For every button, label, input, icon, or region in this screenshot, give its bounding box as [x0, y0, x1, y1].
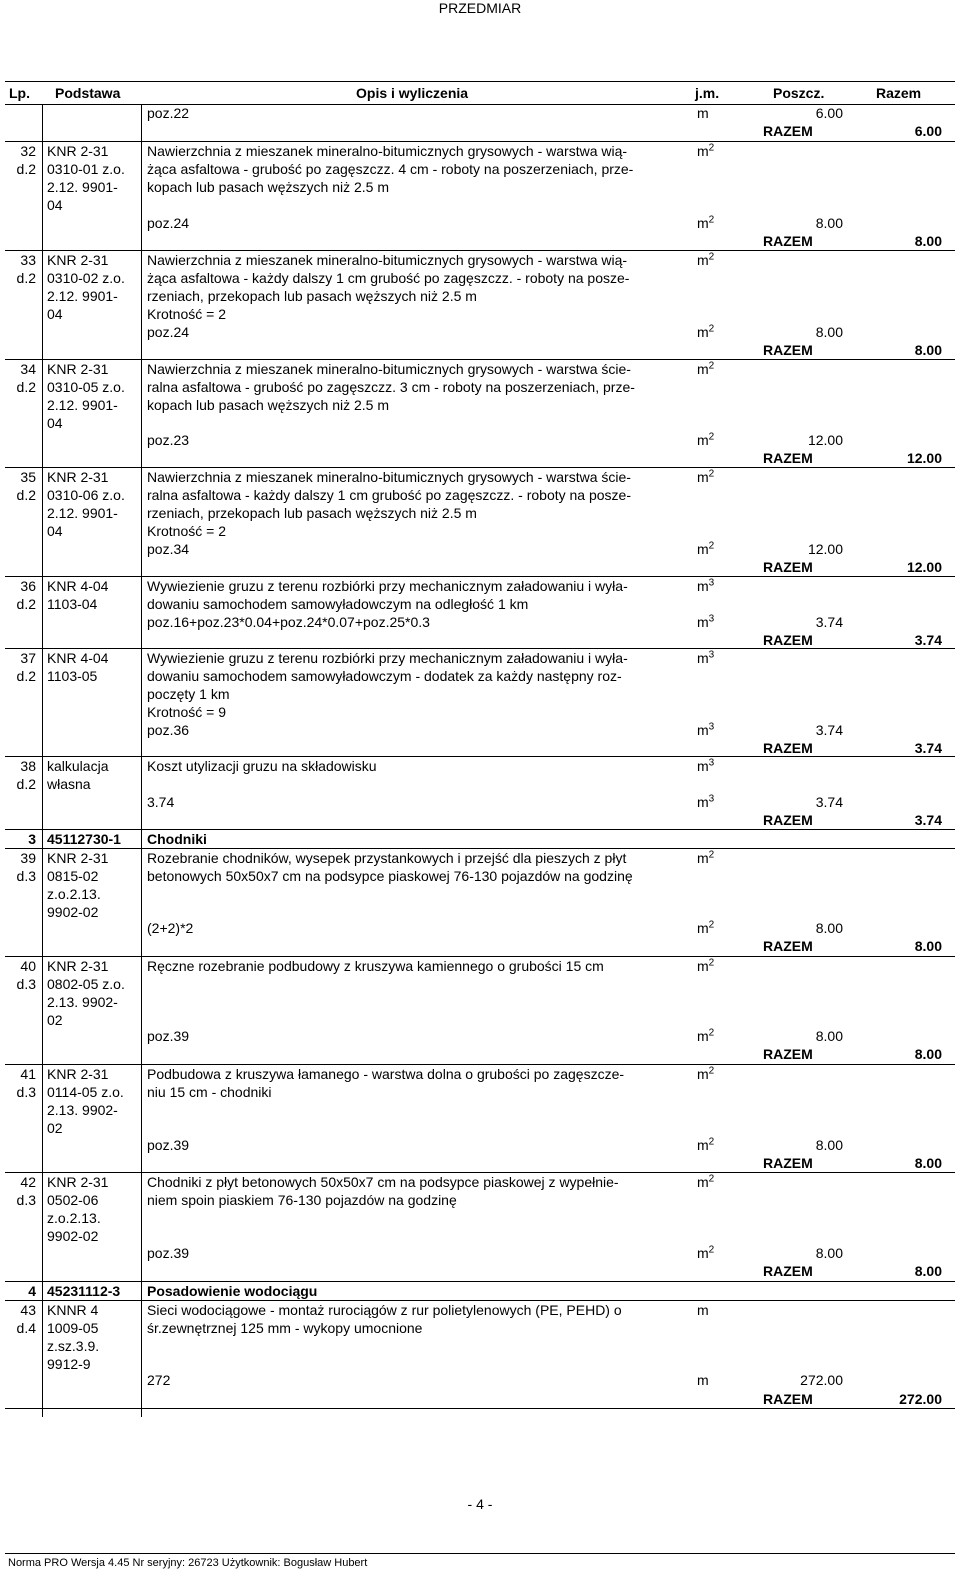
item-calc-unit: $m^2$	[697, 431, 715, 448]
item-podstawa: KNR 2-31	[47, 469, 109, 485]
header-podstawa: Podstawa	[55, 85, 121, 101]
item-description: Nawierzchnia z mieszanek mineralno-bitumicznych grysowych - warstwa wią-	[147, 252, 628, 268]
item-podstawa: z.o.2.13.	[47, 1210, 101, 1226]
item-description: niu 15 cm - chodniki	[147, 1084, 272, 1100]
item-calc-unit: $m^2$	[697, 1027, 715, 1044]
item-calc: (2+2)*2	[147, 920, 194, 936]
item-podstawa: 2.12. 9901-	[47, 505, 118, 521]
header-top-rule	[5, 81, 955, 82]
item-podstawa: 0114-05 z.o.	[47, 1084, 124, 1100]
item-description: Ręczne rozebranie podbudowy z kruszywa kamiennego o grubości 15 cm	[147, 958, 604, 974]
item-multiplier: Krotność = 9	[147, 704, 226, 720]
row-separator	[5, 250, 955, 251]
item-lp: 39	[20, 850, 36, 866]
item-podstawa: 0310-01 z.o.	[47, 161, 125, 177]
item-calc-unit: $m^2$	[697, 1244, 715, 1261]
item-podstawa: 04	[47, 197, 63, 213]
item-lp-dept: d.2	[16, 270, 36, 286]
item-podstawa: z.o.2.13.	[47, 886, 101, 902]
item-razem-label: RAZEM	[763, 812, 813, 828]
item-calc: poz.39	[147, 1245, 190, 1261]
item-lp: 38	[20, 758, 36, 774]
item-unit: $m^2$	[697, 957, 715, 974]
item-calc-value: 8.00	[815, 920, 843, 936]
item-podstawa: 04	[47, 523, 63, 539]
item-calc-value: 8.00	[815, 1028, 843, 1044]
item-podstawa: KNR 2-31	[47, 850, 109, 866]
item-description: kopach lub pasach węższych niż 2.5 m	[147, 397, 390, 413]
item-lp: 41	[20, 1066, 36, 1082]
header-razem: Razem	[876, 85, 922, 101]
item-razem-value: 8.00	[914, 342, 942, 358]
table-bottom-rule	[5, 1408, 955, 1409]
item-razem-value: 12.00	[906, 559, 942, 575]
item-description: Nawierzchnia z mieszanek mineralno-bitumicznych grysowych - warstwa wią-	[147, 143, 628, 159]
item-lp: 40	[20, 958, 36, 974]
item-podstawa: 2.12. 9901-	[47, 288, 118, 304]
item-lp-dept: d.3	[16, 1084, 36, 1100]
section-code: 45112730-1	[47, 831, 121, 847]
item-lp-dept: d.3	[16, 868, 36, 884]
row-separator	[5, 848, 955, 849]
header-poszcz: Poszcz.	[773, 85, 825, 101]
item-razem-label: RAZEM	[763, 1155, 813, 1171]
section-code: 45231112-3	[47, 1283, 121, 1299]
item-lp: 33	[20, 252, 36, 268]
item-unit: $m^2$	[697, 1065, 715, 1082]
item-razem-label: RAZEM	[763, 1046, 813, 1062]
item-razem-value: 8.00	[914, 1155, 942, 1171]
section-title: Chodniki	[147, 831, 207, 847]
item-calc: poz.23	[147, 432, 190, 448]
item-description: Nawierzchnia z mieszanek mineralno-bitumicznych grysowych - warstwa ście-	[147, 469, 631, 485]
item-unit: $m^2$	[697, 468, 715, 485]
item-description: poczęty 1 km	[147, 686, 230, 702]
item-description: rzeniach, przekopach lub pasach węższych niż 2.5 m	[147, 505, 477, 521]
header-lp: Lp.	[9, 85, 30, 101]
item-calc-value: 8.00	[815, 1245, 843, 1261]
item-podstawa: KNR 2-31	[47, 143, 109, 159]
item-calc: poz.24	[147, 215, 190, 231]
item-multiplier: Krotność = 2	[147, 306, 226, 322]
item-podstawa: z.sz.3.9.	[47, 1338, 100, 1354]
page-title: PRZEDMIAR	[438, 0, 522, 16]
item-calc: poz.16+poz.23*0.04+poz.24*0.07+poz.25*0.3	[147, 614, 430, 630]
item-description: śr.zewnętrznej 125 mm - wykopy umocnione	[147, 1320, 423, 1336]
item-lp: 35	[20, 469, 36, 485]
item-lp: 43	[20, 1302, 36, 1318]
item-razem-value: 8.00	[914, 1263, 942, 1279]
item-podstawa: 2.13. 9902-	[47, 1102, 118, 1118]
item-razem-value: 12.00	[906, 450, 942, 466]
item-lp: 34	[20, 361, 36, 377]
item-lp: 42	[20, 1174, 36, 1190]
item-podstawa: 0310-02 z.o.	[47, 270, 125, 286]
row-separator	[5, 467, 955, 468]
item-description: rzeniach, przekopach lub pasach węższych niż 2.5 m	[147, 288, 477, 304]
page-number: - 4 -	[467, 1496, 493, 1512]
item-podstawa: KNR 2-31	[47, 1174, 109, 1190]
item-unit: $m^3$	[697, 757, 715, 774]
item-razem-label: RAZEM	[763, 1391, 813, 1407]
item-podstawa: 2.12. 9901-	[47, 397, 118, 413]
item-lp-dept: d.3	[16, 1192, 36, 1208]
item-description: Podbudowa z kruszywa łamanego - warstwa dolna o grubości po zagęszcze-	[147, 1066, 625, 1082]
item-razem-label: RAZEM	[763, 342, 813, 358]
item-podstawa: 9902-02	[47, 1228, 99, 1244]
item-unit: $m^2$	[697, 251, 715, 268]
section-lp: 3	[28, 831, 36, 847]
item-unit: $m^2$	[697, 142, 715, 159]
item-podstawa: 9912-9	[47, 1356, 91, 1372]
item-calc: poz.34	[147, 541, 190, 557]
item-unit: m	[697, 1302, 709, 1318]
item-razem-value: 8.00	[914, 1046, 942, 1062]
item-unit: $m^3$	[697, 577, 715, 594]
row-separator	[5, 141, 955, 142]
item-description: Wywiezienie gruzu z terenu rozbiórki przy mechanicznym załadowaniu i wyła-	[147, 578, 628, 594]
item-calc-value: 272.00	[800, 1372, 843, 1388]
item-calc-value: 8.00	[815, 324, 843, 340]
column-rule-lp	[42, 104, 43, 1417]
item-razem-value: 272.00	[899, 1391, 942, 1407]
item-calc-value: 8.00	[815, 1137, 843, 1153]
item-razem-value: 8.00	[914, 233, 942, 249]
item-lp-dept: d.2	[16, 487, 36, 503]
section-title: Posadowienie wodociągu	[147, 1283, 318, 1299]
item-podstawa: 1103-05	[47, 668, 98, 684]
section-lp: 4	[28, 1283, 36, 1299]
item-multiplier: Krotność = 2	[147, 523, 226, 539]
footer-text: Norma PRO Wersja 4.45 Nr seryjny: 26723 Użytkownik: Bogusław Hubert	[8, 1557, 368, 1569]
item-description: Sieci wodociągowe - montaż rurociągów z rur polietylenowych (PE, PEHD) o	[147, 1302, 622, 1318]
item-podstawa: 0815-02	[47, 868, 99, 884]
item-description: Wywiezienie gruzu z terenu rozbiórki przy mechanicznym załadowaniu i wyła-	[147, 650, 628, 666]
item-podstawa: 2.13. 9902-	[47, 994, 118, 1010]
item-lp-dept: d.2	[16, 668, 36, 684]
item-description: ralna asfaltowa - każdy dalszy 1 cm grubość po zagęszczz. - roboty na posze-	[147, 487, 631, 503]
row-separator	[5, 1300, 955, 1301]
item-calc: poz.39	[147, 1028, 190, 1044]
item-description: Nawierzchnia z mieszanek mineralno-bitumicznych grysowych - warstwa ście-	[147, 361, 631, 377]
item-podstawa: kalkulacja	[47, 758, 109, 774]
item-podstawa: KNR 2-31	[47, 361, 109, 377]
item-description: Chodniki z płyt betonowych 50x50x7 cm na podsypce piaskowej z wypełnie-	[147, 1174, 619, 1190]
item-description: niem spoin piaskiem 76-130 pojazdów na godzinę	[147, 1192, 457, 1208]
item-calc-unit: $m^2$	[697, 919, 715, 936]
item-calc-value: 3.74	[815, 722, 843, 738]
item-razem-value: 3.74	[914, 740, 942, 756]
item-podstawa: 0502-06	[47, 1192, 99, 1208]
item-podstawa: KNR 2-31	[47, 252, 109, 268]
item-lp-dept: d.3	[16, 976, 36, 992]
item-razem-label: RAZEM	[763, 632, 813, 648]
item-podstawa: własna	[47, 776, 91, 792]
item-calc-value: 12.00	[807, 432, 843, 448]
item-calc-unit: $m^3$	[697, 721, 715, 738]
item-podstawa: KNR 4-04	[47, 578, 109, 594]
item-calc-unit: $m^3$	[697, 613, 715, 630]
carry-unit: m	[697, 105, 709, 121]
item-razem-label: RAZEM	[763, 740, 813, 756]
item-calc-unit: $m^2$	[697, 323, 715, 340]
item-calc-unit: $m^3$	[697, 793, 715, 810]
item-calc: 272	[147, 1372, 171, 1388]
item-lp: 32	[20, 143, 36, 159]
item-calc-unit: m	[697, 1372, 709, 1388]
item-podstawa: 0310-05 z.o.	[47, 379, 125, 395]
carry-value: 6.00	[815, 105, 843, 121]
item-podstawa: 04	[47, 306, 63, 322]
row-separator	[5, 576, 955, 577]
item-lp-dept: d.2	[16, 379, 36, 395]
item-lp: 37	[20, 650, 36, 666]
carry-razem-label: RAZEM	[763, 123, 813, 139]
item-podstawa: 04	[47, 415, 63, 431]
section-separator	[5, 1281, 955, 1282]
item-podstawa: KNNR 4	[47, 1302, 99, 1318]
item-podstawa: 9902-02	[47, 904, 99, 920]
item-calc-value: 8.00	[815, 215, 843, 231]
item-unit: $m^2$	[697, 849, 715, 866]
item-razem-label: RAZEM	[763, 1263, 813, 1279]
item-razem-label: RAZEM	[763, 559, 813, 575]
header-opis: Opis i wyliczenia	[356, 85, 469, 101]
item-podstawa: 0310-06 z.o.	[47, 487, 125, 503]
item-razem-value: 3.74	[914, 632, 942, 648]
item-calc-value: 3.74	[815, 614, 843, 630]
item-calc: poz.24	[147, 324, 190, 340]
item-unit: $m^2$	[697, 360, 715, 377]
row-separator	[5, 1064, 955, 1065]
item-podstawa: KNR 4-04	[47, 650, 109, 666]
item-razem-label: RAZEM	[763, 938, 813, 954]
item-lp-dept: d.4	[16, 1320, 36, 1336]
row-separator	[5, 1172, 955, 1173]
item-description: żąca asfaltowa - każdy dalszy 1 cm grubość po zagęszczz. - roboty na posze-	[147, 270, 630, 286]
item-description: dowaniu samochodem samowyładowczym - dodatek za każdy następny roz-	[147, 668, 622, 684]
item-description: Koszt utylizacji gruzu na składowisku	[147, 758, 377, 774]
row-separator	[5, 756, 955, 757]
item-razem-value: 8.00	[914, 938, 942, 954]
item-description: żąca asfaltowa - grubość po zagęszczz. 4 cm - roboty na poszerzeniach, prze-	[147, 161, 634, 177]
item-podstawa: 1009-05	[47, 1320, 99, 1336]
item-description: betonowych 50x50x7 cm na podsypce piaskowej 76-130 pojazdów na godzinę	[147, 868, 633, 884]
item-calc-unit: $m^2$	[697, 540, 715, 557]
item-calc-unit: $m^2$	[697, 214, 715, 231]
item-lp: 36	[20, 578, 36, 594]
section-separator	[5, 829, 955, 830]
item-calc-value: 3.74	[815, 794, 843, 810]
item-lp-dept: d.2	[16, 161, 36, 177]
item-razem-label: RAZEM	[763, 233, 813, 249]
item-calc: 3.74	[147, 794, 175, 810]
item-description: kopach lub pasach węższych niż 2.5 m	[147, 179, 390, 195]
item-podstawa: KNR 2-31	[47, 1066, 109, 1082]
item-calc-value: 12.00	[807, 541, 843, 557]
item-description: ralna asfaltowa - grubość po zagęszczz. 3 cm - roboty na poszerzeniach, prze-	[147, 379, 635, 395]
row-separator	[5, 956, 955, 957]
item-podstawa: 1103-04	[47, 596, 98, 612]
item-podstawa: 0802-05 z.o.	[47, 976, 125, 992]
header-jm: j.m.	[695, 85, 720, 101]
column-rule-podstawa	[141, 104, 142, 1417]
item-description: dowaniu samochodem samowyładowczym na odległość 1 km	[147, 596, 529, 612]
carry-razem-value: 6.00	[914, 123, 942, 139]
item-calc: poz.39	[147, 1137, 190, 1153]
item-calc: poz.36	[147, 722, 190, 738]
item-lp-dept: d.2	[16, 776, 36, 792]
item-podstawa: 02	[47, 1120, 63, 1136]
carry-calc: poz.22	[147, 105, 190, 121]
item-podstawa: KNR 2-31	[47, 958, 109, 974]
item-unit: $m^2$	[697, 1173, 715, 1190]
item-razem-label: RAZEM	[763, 450, 813, 466]
row-separator	[5, 648, 955, 649]
item-description: Rozebranie chodników, wysepek przystankowych i przejść dla pieszych z płyt	[147, 850, 627, 866]
item-calc-unit: $m^2$	[697, 1136, 715, 1153]
item-lp-dept: d.2	[16, 596, 36, 612]
item-razem-value: 3.74	[914, 812, 942, 828]
item-podstawa: 2.12. 9901-	[47, 179, 118, 195]
row-separator	[5, 359, 955, 360]
item-unit: $m^3$	[697, 649, 715, 666]
item-podstawa: 02	[47, 1012, 63, 1028]
footer-rule	[5, 1553, 955, 1554]
